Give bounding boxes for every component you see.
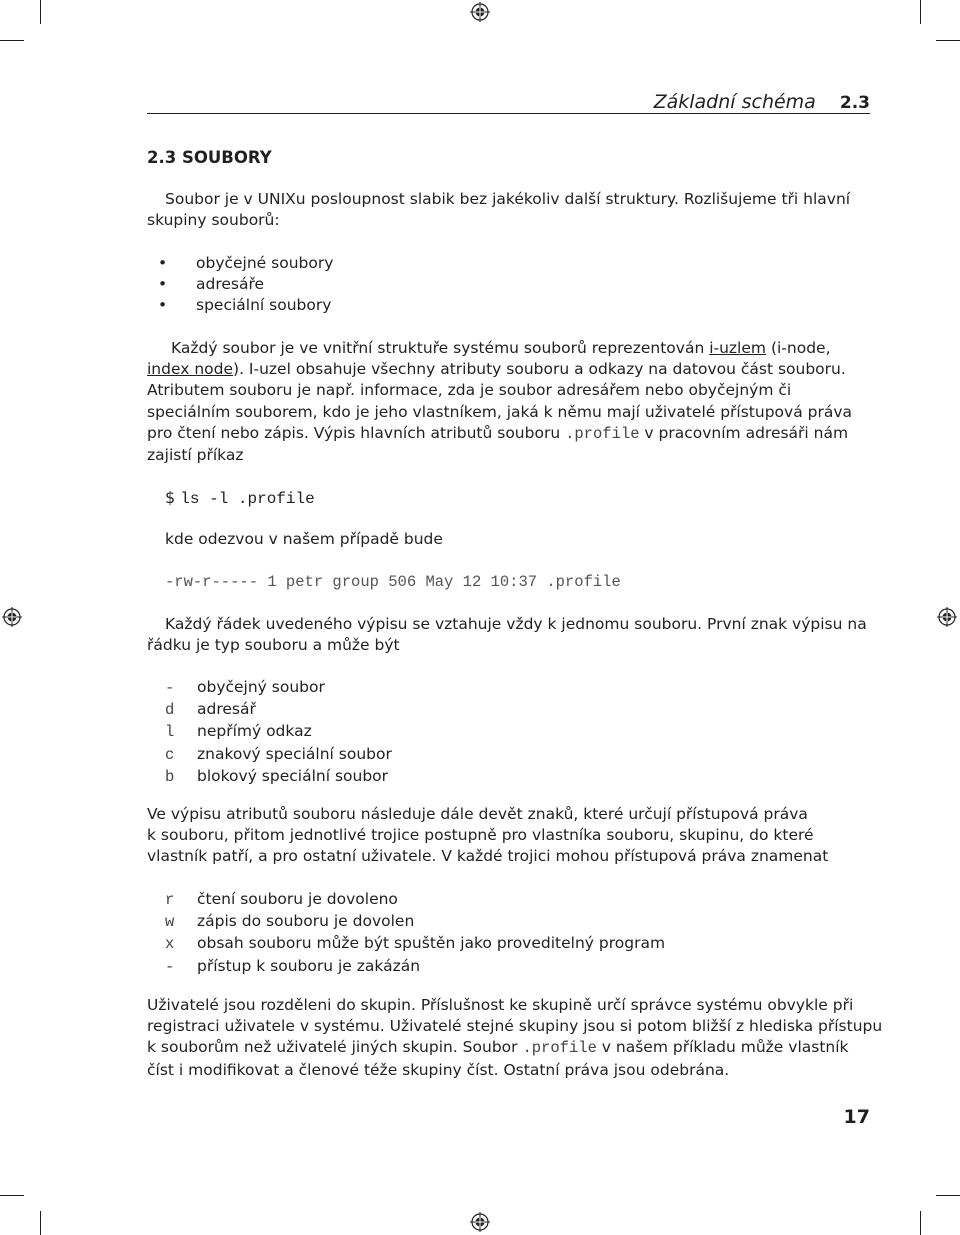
paragraph-line: Každý řádek uvedeného výpisu se vztahuje vždy k jednomu souboru. První znak výpisu na: [165, 615, 867, 633]
page-number: 17: [843, 1106, 870, 1128]
intro-paragraph: [147, 189, 870, 231]
crop-mark: [936, 40, 960, 41]
registration-mark-icon: [470, 1212, 490, 1232]
type-code: c: [165, 745, 175, 764]
command-line: [165, 487, 315, 510]
list-item-label: adresáře: [196, 275, 265, 294]
paragraph-line: vlastník patří, a pro ostatní uživatele. V každé trojici mohou přístupová práva znamenat: [147, 847, 829, 866]
list-item: [165, 699, 392, 721]
list-item: [165, 744, 392, 766]
list-item-label: speciální soubory: [196, 296, 332, 315]
registration-mark-icon: [470, 2, 490, 22]
intro-line: skupiny souborů:: [147, 211, 280, 230]
header-rule: [147, 113, 870, 114]
node-link[interactable]: node: [194, 360, 234, 379]
row-paragraph: [147, 614, 870, 656]
type-code: -: [165, 679, 175, 697]
paragraph-line: Atributem souboru je např. informace, zda je soubor adresářem nebo obyčejným či: [147, 381, 792, 400]
file-types-list: [165, 677, 392, 788]
crop-mark: [40, 1211, 41, 1235]
list-item: [165, 956, 665, 978]
paragraph-line: k souboru, přitom jednotlivé trojice postupně pro vlastníka souboru, skupinu, do které: [147, 826, 814, 845]
groups-paragraph: Uživatelé jsou rozděleni do skupin. Příslušnost ke skupině určí správce systému obvykle při registraci uživatele v systému. Uživatelé stejné skupiny jsou si potom bližší z hlediska přístupu k souborům než uživatelé jiných skupin. Soubor .profile v našem příkladu může vlastník číst i modifikovat a členové téže skupiny číst. Ostatní práva jsou odebrána.: [147, 995, 870, 1081]
listing-output: -rw-r----- 1 petr group 506 May 12 10:37 .profile: [165, 573, 621, 591]
file-groups-list: [158, 253, 333, 317]
paragraph-line: zajistí příkaz: [147, 446, 244, 465]
intro-line: Soubor je v UNIXu posloupnost slabik bez jakékoliv další struktury. Rozlišujeme tři hlavní: [165, 190, 851, 208]
paragraph-line: speciálním souborem, kdo je jeho vlastníkem, jaká k němu mají uživatelé přístupová práva: [147, 402, 853, 421]
section-heading: 2.3 SOUBORY: [147, 148, 272, 167]
list-item: [165, 721, 392, 743]
crop-mark: [0, 1195, 24, 1196]
permission-code: x: [165, 935, 175, 954]
permission-desc: přístup k souboru je zakázán: [197, 956, 421, 975]
list-item: [165, 933, 665, 955]
inode-link[interactable]: i-uzlem: [709, 339, 767, 357]
permission-desc: zápis do souboru je dovolen: [197, 912, 415, 931]
registration-mark-icon: [2, 607, 22, 627]
type-code: d: [165, 701, 175, 720]
paragraph-line: Ve výpisu atributů souboru následuje dále devět znaků, které určují přístupová práva: [147, 805, 808, 823]
inline-code: .profile: [522, 1039, 597, 1058]
paragraph-line: řádku je typ souboru a může být: [147, 636, 400, 655]
permission-code: r: [165, 891, 175, 909]
permission-code: -: [165, 957, 175, 976]
section-number: 2.3: [839, 93, 870, 113]
crop-mark: [920, 0, 921, 24]
running-header: [560, 90, 870, 115]
permissions-paragraph: [147, 804, 870, 868]
type-desc: adresář: [197, 700, 256, 719]
list-item: [165, 911, 665, 933]
type-desc: nepřímý odkaz: [197, 722, 312, 741]
bullet-icon: •: [158, 296, 168, 315]
list-item: [165, 677, 392, 699]
response-intro: kde odezvou v našem případě bude: [165, 530, 443, 548]
type-code: l: [165, 723, 175, 742]
list-item: [165, 766, 392, 788]
list-item: [158, 295, 333, 316]
list-item: [158, 274, 333, 295]
permission-desc: čtení souboru je dovoleno: [197, 890, 398, 908]
permissions-list: [165, 889, 665, 978]
list-item: [165, 889, 665, 911]
inline-code: .profile: [565, 424, 640, 443]
crop-mark: [936, 1195, 960, 1196]
crop-mark: [0, 40, 24, 41]
type-code: b: [165, 767, 175, 786]
bullet-icon: •: [158, 254, 168, 272]
permission-desc: obsah souboru může být spuštěn jako proveditelný program: [197, 934, 666, 953]
crop-mark: [40, 0, 41, 24]
prompt: $: [165, 488, 176, 507]
inode-paragraph: Každý soubor je ve vnitřní struktuře systému souborů reprezentován i-uzlem (i-node, index node). I-uzel obsahuje všechny atributy souboru a odkazy na datovou část souboru. Atributem souboru je např. informace, zda je soubor adresářem nebo obyčejným či speciálním souborem, kdo je jeho vlastníkem, jaká k němu mají uživatelé přístupová práva pro čtení nebo zápis. Výpis hlavních atributů souboru .profile v pracovním adresáři nám zajistí příkaz: [147, 338, 870, 466]
list-item: [158, 253, 333, 274]
paragraph-line: číst i modifikovat a členové téže skupiny číst. Ostatní práva jsou odebrána.: [147, 1060, 730, 1079]
registration-mark-icon: [937, 607, 957, 627]
command-text: ls -l .profile: [180, 490, 315, 508]
type-desc: blokový speciální soubor: [197, 766, 389, 785]
crop-mark: [920, 1211, 921, 1235]
paragraph-line: registraci uživatele v systému. Uživatelé stejné skupiny jsou si potom bližší z hlediska přístupu: [147, 1017, 883, 1036]
permission-code: w: [165, 913, 175, 932]
type-desc: obyčejný soubor: [197, 678, 325, 696]
type-desc: znakový speciální soubor: [197, 744, 392, 763]
list-item-label: obyčejné soubory: [196, 254, 334, 272]
paragraph-line: Uživatelé jsou rozděleni do skupin. Příslušnost ke skupině určí správce systému obvykle při: [147, 996, 854, 1014]
chapter-title: Základní schéma: [653, 91, 816, 113]
bullet-icon: •: [158, 275, 168, 294]
